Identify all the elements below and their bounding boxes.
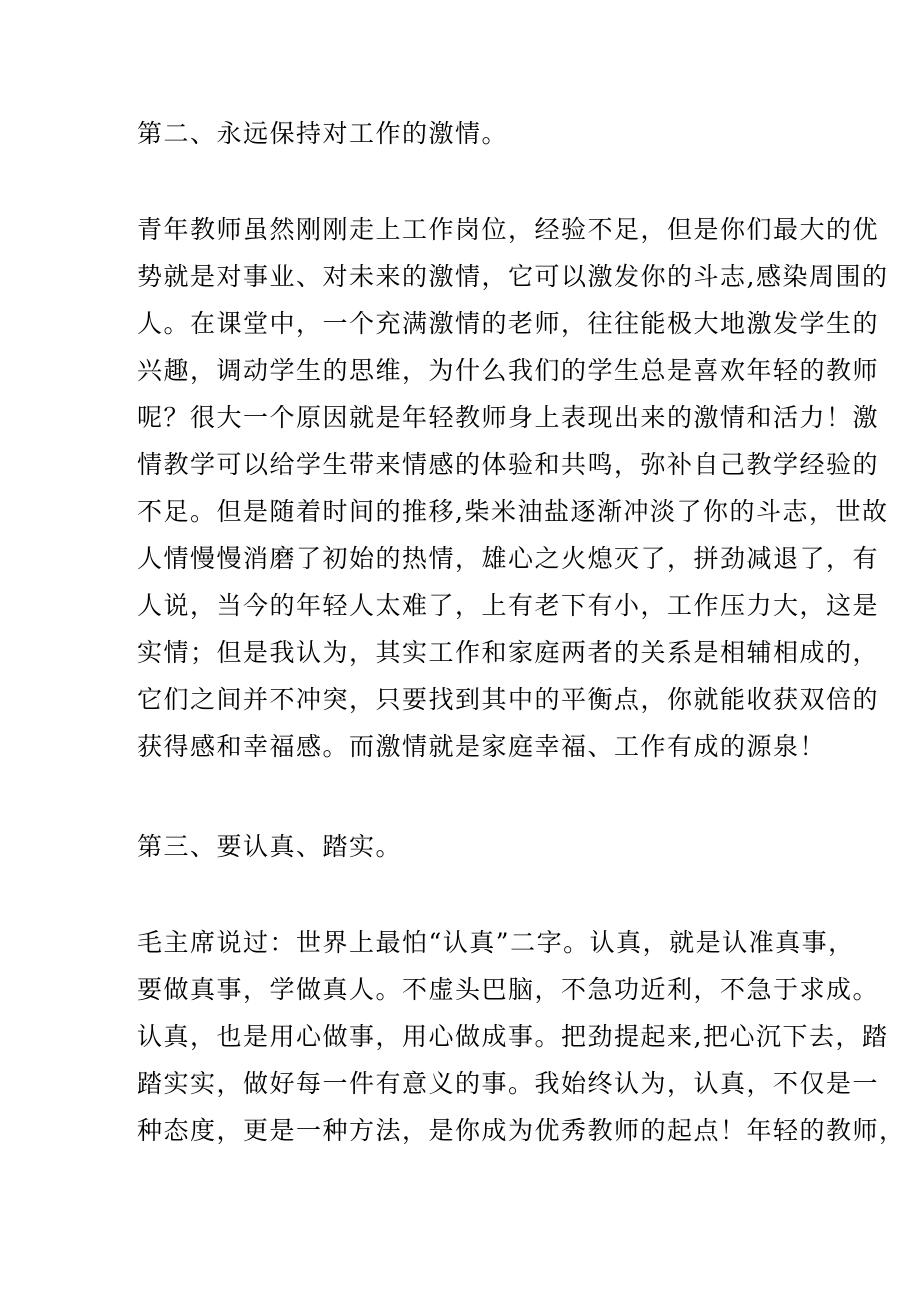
paragraph-line: 人情慢慢消磨了初始的热情，雄心之火熄灭了，拼劲减退了，有 [137, 544, 880, 573]
paragraph-line: 毛主席说过：世界上最怕“认真”二字。认真，就是认准真事， [137, 928, 855, 957]
paragraph-line: 情教学可以给学生带来情感的体验和共鸣，弥补自己教学经验的 [137, 450, 880, 479]
paragraph-line: 踏实实，做好每一件有意义的事。我始终认为，认真，不仅是一 [137, 1069, 880, 1098]
paragraph-line: 势就是对事业、对未来的激情，它可以激发你的斗志,感染周围的 [137, 262, 889, 291]
paragraph-line: 人说，当今的年轻人太难了，上有老下有小，工作压力大，这是 [137, 591, 880, 620]
paragraph-line: 人。在课堂中，一个充满激情的老师，往往能极大地激发学生的 [137, 309, 880, 338]
paragraph-line: 它们之间并不冲突，只要找到其中的平衡点，你就能收获双倍的 [137, 685, 880, 714]
paragraph-line: 呢？很大一个原因就是年轻教师身上表现出来的激情和活力！激 [137, 403, 880, 432]
paragraph-line: 实情；但是我认为，其实工作和家庭两者的关系是相辅相成的， [137, 638, 880, 667]
paragraph-line: 认真，也是用心做事，用心做成事。把劲提起来,把心沉下去，踏 [137, 1022, 889, 1051]
paragraph-line: 获得感和幸福感。而激情就是家庭幸福、工作有成的源泉！ [137, 732, 827, 761]
paragraph-line: 种态度，更是一种方法，是你成为优秀教师的起点！年轻的教师， [137, 1116, 906, 1145]
paragraph-line: 不足。但是随着时间的推移,柴米油盐逐渐冲淡了你的斗志，世故 [137, 497, 889, 526]
section-heading-2: 第二、永远保持对工作的激情。 [137, 119, 509, 148]
section-heading-3: 第三、要认真、踏实。 [137, 832, 403, 861]
paragraph-line: 兴趣，调动学生的思维，为什么我们的学生总是喜欢年轻的教师 [137, 356, 880, 385]
paragraph-line: 青年教师虽然刚刚走上工作岗位，经验不足，但是你们最大的优 [137, 215, 880, 244]
paragraph-line: 要做真事，学做真人。不虚头巴脑，不急功近利，不急于求成。 [137, 975, 880, 1004]
